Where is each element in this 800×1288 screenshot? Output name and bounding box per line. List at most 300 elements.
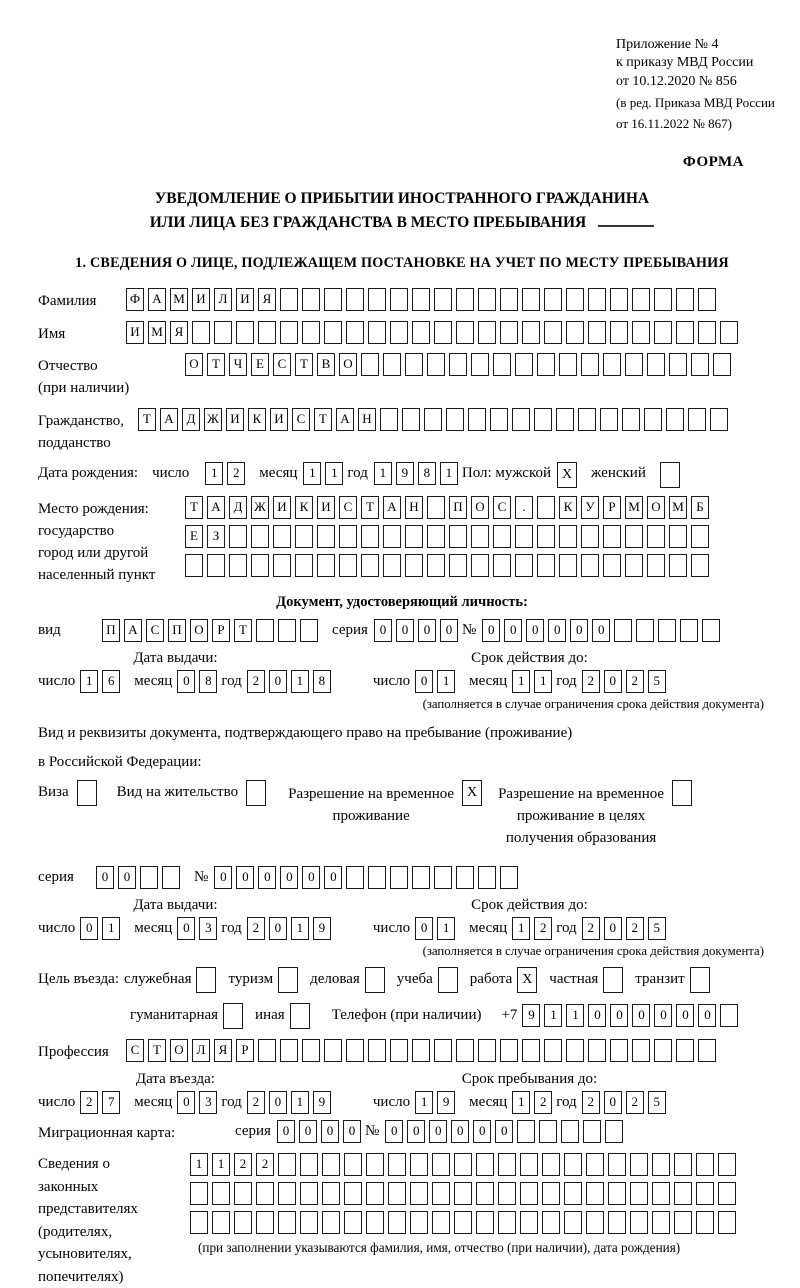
char-cell[interactable]: [500, 288, 518, 311]
residence-permit-checkbox[interactable]: [246, 780, 266, 806]
char-cell[interactable]: [669, 353, 687, 376]
char-cell[interactable]: [614, 619, 632, 642]
char-cell[interactable]: [471, 525, 489, 548]
char-cell[interactable]: [698, 321, 716, 344]
char-cell[interactable]: [229, 554, 247, 577]
char-cell[interactable]: [718, 1211, 736, 1234]
char-cell[interactable]: [478, 866, 496, 889]
char-cell[interactable]: К: [295, 496, 313, 519]
char-cell[interactable]: [383, 353, 401, 376]
char-cell[interactable]: [512, 408, 530, 431]
char-cell[interactable]: [427, 554, 445, 577]
char-cell[interactable]: [522, 321, 540, 344]
char-cell[interactable]: А: [336, 408, 354, 431]
char-cell[interactable]: С: [292, 408, 310, 431]
char-cell[interactable]: 1: [291, 917, 309, 940]
char-cell[interactable]: 2: [227, 462, 245, 485]
char-cell[interactable]: [390, 1039, 408, 1062]
char-cell[interactable]: [427, 496, 445, 519]
char-cell[interactable]: 0: [407, 1120, 425, 1143]
char-cell[interactable]: 0: [214, 866, 232, 889]
char-cell[interactable]: [644, 408, 662, 431]
char-cell[interactable]: [720, 1004, 738, 1027]
char-cell[interactable]: [676, 288, 694, 311]
char-cell[interactable]: [162, 866, 180, 889]
char-cell[interactable]: 9: [437, 1091, 455, 1114]
char-cell[interactable]: [498, 1182, 516, 1205]
char-cell[interactable]: 1: [415, 1091, 433, 1114]
char-cell[interactable]: О: [190, 619, 208, 642]
char-cell[interactable]: [410, 1182, 428, 1205]
char-cell[interactable]: [647, 554, 665, 577]
purpose-work-checkbox[interactable]: X: [517, 967, 537, 993]
char-cell[interactable]: 2: [247, 917, 265, 940]
purpose-transit-checkbox[interactable]: [690, 967, 710, 993]
char-cell[interactable]: 2: [256, 1153, 274, 1176]
char-cell[interactable]: [676, 1039, 694, 1062]
char-cell[interactable]: [564, 1211, 582, 1234]
char-cell[interactable]: [302, 288, 320, 311]
char-cell[interactable]: 1: [440, 462, 458, 485]
char-cell[interactable]: [556, 408, 574, 431]
char-cell[interactable]: Я: [170, 321, 188, 344]
char-cell[interactable]: [300, 1211, 318, 1234]
char-cell[interactable]: С: [146, 619, 164, 642]
char-cell[interactable]: [500, 866, 518, 889]
char-cell[interactable]: [517, 1120, 535, 1143]
char-cell[interactable]: [566, 288, 584, 311]
char-cell[interactable]: [652, 1182, 670, 1205]
char-cell[interactable]: [258, 321, 276, 344]
char-cell[interactable]: 2: [234, 1153, 252, 1176]
sex-female-checkbox[interactable]: [660, 462, 680, 488]
char-cell[interactable]: [605, 1120, 623, 1143]
char-cell[interactable]: [405, 554, 423, 577]
char-cell[interactable]: [278, 1211, 296, 1234]
char-cell[interactable]: И: [270, 408, 288, 431]
char-cell[interactable]: Ж: [251, 496, 269, 519]
char-cell[interactable]: [434, 1039, 452, 1062]
char-cell[interactable]: [654, 288, 672, 311]
char-cell[interactable]: 1: [534, 670, 552, 693]
char-cell[interactable]: П: [102, 619, 120, 642]
char-cell[interactable]: [588, 1039, 606, 1062]
char-cell[interactable]: [412, 321, 430, 344]
char-cell[interactable]: [322, 1153, 340, 1176]
char-cell[interactable]: А: [207, 496, 225, 519]
char-cell[interactable]: [537, 525, 555, 548]
char-cell[interactable]: Р: [236, 1039, 254, 1062]
char-cell[interactable]: [295, 554, 313, 577]
char-cell[interactable]: М: [170, 288, 188, 311]
char-cell[interactable]: Т: [314, 408, 332, 431]
char-cell[interactable]: 1: [437, 670, 455, 693]
char-cell[interactable]: 1: [325, 462, 343, 485]
char-cell[interactable]: [696, 1182, 714, 1205]
char-cell[interactable]: [302, 321, 320, 344]
char-cell[interactable]: [190, 1211, 208, 1234]
char-cell[interactable]: К: [559, 496, 577, 519]
char-cell[interactable]: 9: [313, 1091, 331, 1114]
char-cell[interactable]: [280, 1039, 298, 1062]
char-cell[interactable]: [564, 1153, 582, 1176]
char-cell[interactable]: [454, 1211, 472, 1234]
char-cell[interactable]: 6: [102, 670, 120, 693]
char-cell[interactable]: Е: [251, 353, 269, 376]
char-cell[interactable]: 1: [212, 1153, 230, 1176]
char-cell[interactable]: [388, 1182, 406, 1205]
char-cell[interactable]: О: [185, 353, 203, 376]
char-cell[interactable]: 0: [440, 619, 458, 642]
char-cell[interactable]: Н: [358, 408, 376, 431]
char-cell[interactable]: 0: [177, 917, 195, 940]
char-cell[interactable]: [300, 1153, 318, 1176]
purpose-tourism-checkbox[interactable]: [278, 967, 298, 993]
char-cell[interactable]: 5: [648, 917, 666, 940]
char-cell[interactable]: Я: [258, 288, 276, 311]
char-cell[interactable]: 1: [205, 462, 223, 485]
char-cell[interactable]: 1: [190, 1153, 208, 1176]
char-cell[interactable]: [449, 525, 467, 548]
char-cell[interactable]: 2: [534, 1091, 552, 1114]
char-cell[interactable]: [542, 1182, 560, 1205]
char-cell[interactable]: [603, 525, 621, 548]
char-cell[interactable]: [434, 288, 452, 311]
char-cell[interactable]: [559, 554, 577, 577]
char-cell[interactable]: 0: [570, 619, 588, 642]
char-cell[interactable]: 2: [626, 1091, 644, 1114]
char-cell[interactable]: Д: [182, 408, 200, 431]
char-cell[interactable]: [534, 408, 552, 431]
char-cell[interactable]: К: [248, 408, 266, 431]
char-cell[interactable]: И: [226, 408, 244, 431]
char-cell[interactable]: [586, 1153, 604, 1176]
visa-checkbox[interactable]: [77, 780, 97, 806]
char-cell[interactable]: [476, 1153, 494, 1176]
char-cell[interactable]: 2: [247, 1091, 265, 1114]
char-cell[interactable]: [410, 1153, 428, 1176]
char-cell[interactable]: [427, 353, 445, 376]
char-cell[interactable]: [702, 619, 720, 642]
char-cell[interactable]: [468, 408, 486, 431]
char-cell[interactable]: 0: [473, 1120, 491, 1143]
char-cell[interactable]: [302, 1039, 320, 1062]
char-cell[interactable]: [588, 321, 606, 344]
char-cell[interactable]: [456, 288, 474, 311]
char-cell[interactable]: 0: [280, 866, 298, 889]
char-cell[interactable]: [669, 525, 687, 548]
char-cell[interactable]: 0: [177, 1091, 195, 1114]
char-cell[interactable]: [344, 1211, 362, 1234]
char-cell[interactable]: [412, 866, 430, 889]
char-cell[interactable]: [539, 1120, 557, 1143]
char-cell[interactable]: 0: [269, 670, 287, 693]
char-cell[interactable]: [424, 408, 442, 431]
char-cell[interactable]: [251, 525, 269, 548]
char-cell[interactable]: 0: [451, 1120, 469, 1143]
char-cell[interactable]: 0: [324, 866, 342, 889]
char-cell[interactable]: 0: [698, 1004, 716, 1027]
char-cell[interactable]: 0: [610, 1004, 628, 1027]
char-cell[interactable]: 1: [512, 917, 530, 940]
char-cell[interactable]: 0: [429, 1120, 447, 1143]
char-cell[interactable]: С: [126, 1039, 144, 1062]
char-cell[interactable]: Т: [138, 408, 156, 431]
char-cell[interactable]: [344, 1182, 362, 1205]
char-cell[interactable]: [542, 1153, 560, 1176]
char-cell[interactable]: [432, 1211, 450, 1234]
char-cell[interactable]: [256, 1182, 274, 1205]
char-cell[interactable]: И: [126, 321, 144, 344]
char-cell[interactable]: [212, 1211, 230, 1234]
char-cell[interactable]: А: [383, 496, 401, 519]
char-cell[interactable]: 3: [199, 1091, 217, 1114]
char-cell[interactable]: З: [207, 525, 225, 548]
char-cell[interactable]: [412, 288, 430, 311]
char-cell[interactable]: [578, 408, 596, 431]
char-cell[interactable]: Е: [185, 525, 203, 548]
char-cell[interactable]: 1: [291, 1091, 309, 1114]
char-cell[interactable]: [405, 353, 423, 376]
char-cell[interactable]: О: [647, 496, 665, 519]
char-cell[interactable]: [581, 353, 599, 376]
char-cell[interactable]: [696, 1153, 714, 1176]
char-cell[interactable]: 0: [548, 619, 566, 642]
purpose-humanitarian-checkbox[interactable]: [223, 1003, 243, 1029]
char-cell[interactable]: С: [273, 353, 291, 376]
char-cell[interactable]: [390, 866, 408, 889]
char-cell[interactable]: 1: [80, 670, 98, 693]
char-cell[interactable]: 0: [258, 866, 276, 889]
char-cell[interactable]: [446, 408, 464, 431]
char-cell[interactable]: [278, 1182, 296, 1205]
char-cell[interactable]: [366, 1211, 384, 1234]
char-cell[interactable]: 2: [534, 917, 552, 940]
char-cell[interactable]: [669, 554, 687, 577]
char-cell[interactable]: 2: [247, 670, 265, 693]
char-cell[interactable]: [537, 353, 555, 376]
char-cell[interactable]: [680, 619, 698, 642]
char-cell[interactable]: [185, 554, 203, 577]
char-cell[interactable]: [632, 288, 650, 311]
char-cell[interactable]: [273, 525, 291, 548]
char-cell[interactable]: И: [273, 496, 291, 519]
char-cell[interactable]: 0: [118, 866, 136, 889]
char-cell[interactable]: 0: [96, 866, 114, 889]
char-cell[interactable]: [214, 321, 232, 344]
char-cell[interactable]: [581, 554, 599, 577]
char-cell[interactable]: [674, 1153, 692, 1176]
char-cell[interactable]: [434, 321, 452, 344]
char-cell[interactable]: [322, 1211, 340, 1234]
char-cell[interactable]: [390, 288, 408, 311]
char-cell[interactable]: [432, 1182, 450, 1205]
char-cell[interactable]: Н: [405, 496, 423, 519]
char-cell[interactable]: 2: [626, 917, 644, 940]
char-cell[interactable]: [493, 554, 511, 577]
char-cell[interactable]: [476, 1182, 494, 1205]
char-cell[interactable]: 1: [374, 462, 392, 485]
char-cell[interactable]: 0: [269, 917, 287, 940]
char-cell[interactable]: [698, 288, 716, 311]
char-cell[interactable]: [402, 408, 420, 431]
char-cell[interactable]: [300, 619, 318, 642]
char-cell[interactable]: 0: [504, 619, 522, 642]
char-cell[interactable]: [368, 866, 386, 889]
char-cell[interactable]: [324, 288, 342, 311]
char-cell[interactable]: [346, 288, 364, 311]
char-cell[interactable]: И: [317, 496, 335, 519]
char-cell[interactable]: 1: [102, 917, 120, 940]
char-cell[interactable]: [278, 619, 296, 642]
char-cell[interactable]: [718, 1153, 736, 1176]
char-cell[interactable]: [720, 321, 738, 344]
char-cell[interactable]: Т: [185, 496, 203, 519]
char-cell[interactable]: [346, 1039, 364, 1062]
char-cell[interactable]: 5: [648, 1091, 666, 1114]
char-cell[interactable]: [544, 288, 562, 311]
char-cell[interactable]: [295, 525, 313, 548]
char-cell[interactable]: П: [168, 619, 186, 642]
char-cell[interactable]: [647, 525, 665, 548]
char-cell[interactable]: 0: [80, 917, 98, 940]
char-cell[interactable]: [366, 1153, 384, 1176]
char-cell[interactable]: 0: [676, 1004, 694, 1027]
char-cell[interactable]: [251, 554, 269, 577]
char-cell[interactable]: Д: [229, 496, 247, 519]
char-cell[interactable]: [471, 353, 489, 376]
char-cell[interactable]: 1: [566, 1004, 584, 1027]
char-cell[interactable]: [278, 1153, 296, 1176]
char-cell[interactable]: [324, 321, 342, 344]
char-cell[interactable]: [522, 1039, 540, 1062]
char-cell[interactable]: [380, 408, 398, 431]
char-cell[interactable]: 0: [302, 866, 320, 889]
char-cell[interactable]: 0: [299, 1120, 317, 1143]
char-cell[interactable]: [500, 321, 518, 344]
char-cell[interactable]: 0: [604, 1091, 622, 1114]
char-cell[interactable]: 9: [522, 1004, 540, 1027]
char-cell[interactable]: Р: [212, 619, 230, 642]
char-cell[interactable]: 0: [526, 619, 544, 642]
char-cell[interactable]: [478, 288, 496, 311]
char-cell[interactable]: Ж: [204, 408, 222, 431]
char-cell[interactable]: Т: [207, 353, 225, 376]
char-cell[interactable]: [674, 1211, 692, 1234]
char-cell[interactable]: О: [339, 353, 357, 376]
char-cell[interactable]: [454, 1182, 472, 1205]
char-cell[interactable]: [256, 619, 274, 642]
char-cell[interactable]: [273, 554, 291, 577]
char-cell[interactable]: [610, 1039, 628, 1062]
char-cell[interactable]: [542, 1211, 560, 1234]
char-cell[interactable]: [258, 1039, 276, 1062]
char-cell[interactable]: .: [515, 496, 533, 519]
char-cell[interactable]: [676, 321, 694, 344]
char-cell[interactable]: [713, 353, 731, 376]
char-cell[interactable]: Т: [148, 1039, 166, 1062]
char-cell[interactable]: Я: [214, 1039, 232, 1062]
char-cell[interactable]: [654, 1039, 672, 1062]
char-cell[interactable]: [280, 288, 298, 311]
char-cell[interactable]: 0: [396, 619, 414, 642]
char-cell[interactable]: [212, 1182, 230, 1205]
sex-male-checkbox[interactable]: X: [557, 462, 577, 488]
char-cell[interactable]: [388, 1153, 406, 1176]
char-cell[interactable]: [346, 866, 364, 889]
char-cell[interactable]: [691, 353, 709, 376]
char-cell[interactable]: О: [471, 496, 489, 519]
char-cell[interactable]: [454, 1153, 472, 1176]
char-cell[interactable]: [236, 321, 254, 344]
char-cell[interactable]: [654, 321, 672, 344]
char-cell[interactable]: [588, 288, 606, 311]
char-cell[interactable]: [537, 496, 555, 519]
char-cell[interactable]: 9: [313, 917, 331, 940]
char-cell[interactable]: [476, 1211, 494, 1234]
temp-residence-checkbox[interactable]: X: [462, 780, 482, 806]
char-cell[interactable]: [566, 1039, 584, 1062]
char-cell[interactable]: 0: [321, 1120, 339, 1143]
char-cell[interactable]: [559, 353, 577, 376]
char-cell[interactable]: О: [170, 1039, 188, 1062]
char-cell[interactable]: [632, 321, 650, 344]
char-cell[interactable]: [339, 525, 357, 548]
char-cell[interactable]: [537, 554, 555, 577]
char-cell[interactable]: М: [148, 321, 166, 344]
char-cell[interactable]: [324, 1039, 342, 1062]
char-cell[interactable]: 8: [418, 462, 436, 485]
char-cell[interactable]: Б: [691, 496, 709, 519]
char-cell[interactable]: [586, 1182, 604, 1205]
char-cell[interactable]: [515, 554, 533, 577]
char-cell[interactable]: [234, 1182, 252, 1205]
char-cell[interactable]: [564, 1182, 582, 1205]
char-cell[interactable]: [498, 1211, 516, 1234]
char-cell[interactable]: [361, 525, 379, 548]
char-cell[interactable]: С: [339, 496, 357, 519]
char-cell[interactable]: [498, 1153, 516, 1176]
char-cell[interactable]: [515, 525, 533, 548]
purpose-study-checkbox[interactable]: [438, 967, 458, 993]
char-cell[interactable]: [652, 1153, 670, 1176]
char-cell[interactable]: С: [493, 496, 511, 519]
char-cell[interactable]: [432, 1153, 450, 1176]
char-cell[interactable]: [600, 408, 618, 431]
edu-residence-checkbox[interactable]: [672, 780, 692, 806]
char-cell[interactable]: [718, 1182, 736, 1205]
char-cell[interactable]: А: [124, 619, 142, 642]
char-cell[interactable]: [603, 353, 621, 376]
char-cell[interactable]: [544, 321, 562, 344]
char-cell[interactable]: 0: [604, 670, 622, 693]
char-cell[interactable]: 0: [588, 1004, 606, 1027]
char-cell[interactable]: 3: [199, 917, 217, 940]
char-cell[interactable]: Л: [214, 288, 232, 311]
char-cell[interactable]: [383, 554, 401, 577]
char-cell[interactable]: 2: [582, 917, 600, 940]
char-cell[interactable]: [632, 1039, 650, 1062]
char-cell[interactable]: М: [669, 496, 687, 519]
char-cell[interactable]: [471, 554, 489, 577]
char-cell[interactable]: [581, 525, 599, 548]
char-cell[interactable]: [561, 1120, 579, 1143]
char-cell[interactable]: [449, 353, 467, 376]
char-cell[interactable]: [490, 408, 508, 431]
char-cell[interactable]: И: [192, 288, 210, 311]
char-cell[interactable]: [520, 1182, 538, 1205]
char-cell[interactable]: [361, 353, 379, 376]
